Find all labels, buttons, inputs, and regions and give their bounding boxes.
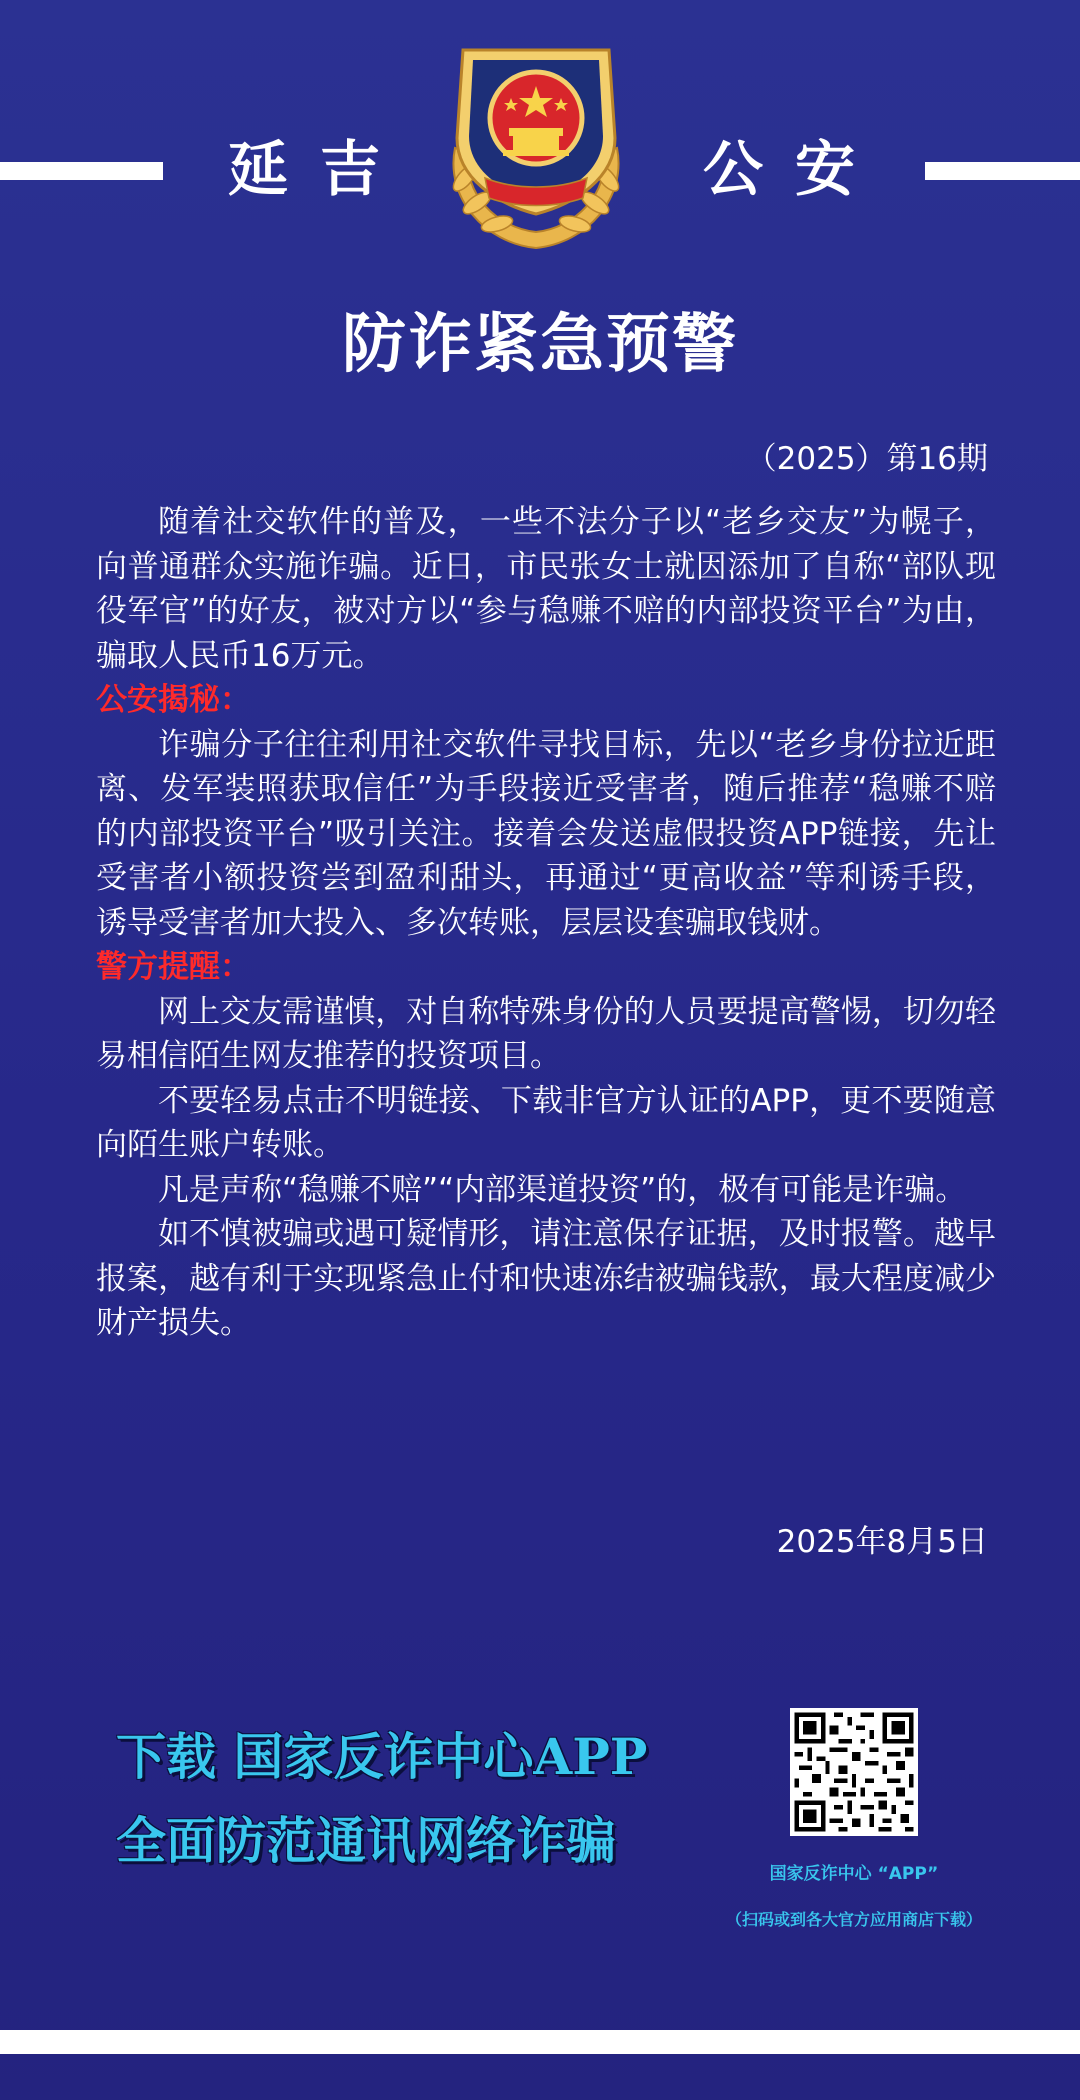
tip-item: 网上交友需谨慎，对自称特殊身份的人员要提高警惕，切勿轻易相信陌生网友推荐的投资项目。 xyxy=(96,993,996,1074)
notice-title: 防诈紧急预警 xyxy=(342,308,738,382)
header-city: 延吉 xyxy=(228,135,412,205)
tip-item: 凡是声称“稳赚不赔”“内部渠道投资”的，极有可能是诈骗。 xyxy=(158,1171,967,1208)
tip-item: 如不慎被骗或遇可疑情形，请注意保存证据，及时报警。越早报案，越有利于实现紧急止付和快速冻结被骗钱款，最大程度减少财产损失。 xyxy=(96,1216,996,1341)
qr-code-icon[interactable] xyxy=(790,1708,918,1836)
police-emblem-icon xyxy=(425,28,647,253)
tip-item: 不要轻易点击不明链接、下载非官方认证的APP，更不要随意向陌生账户转账。 xyxy=(96,1082,996,1163)
bottom-rule xyxy=(0,2030,1080,2054)
tips-heading: 警方提醒： xyxy=(96,949,251,985)
issue-number: （2025）第16期 xyxy=(745,441,988,477)
header-right-rule xyxy=(925,162,1080,180)
notice-date: 2025年8月5日 xyxy=(776,1524,988,1560)
notice-body xyxy=(96,500,996,1346)
intro-paragraph: 随着社交软件的普及，一些不法分子以“老乡交友”为幌子，向普通群众实施诈骗。近日，市民张女士就因添加了自称“部队现役军官”的好友，被对方以“参与稳赚不赔的内部投资平台”为由，骗取人民币16万元。 xyxy=(96,504,996,674)
reveal-paragraph: 诈骗分子往往利用社交软件寻找目标，先以“老乡身份拉近距离、发军装照获取信任”为手段接近受害者，随后推荐“稳赚不赔的内部投资平台”吸引关注。接着会发送虚假投资APP链接，先让受害者小额投资尝到盈利甜头，再通过“更高收益”等利诱手段，诱导受害者加大投入、多次转账，层层设套骗取钱财。 xyxy=(96,726,996,941)
promo-line-prevent: 全面防范通讯网络诈骗 xyxy=(116,1811,616,1870)
header-left-rule xyxy=(0,162,163,180)
promo-line-download: 下载 国家反诈中心APP xyxy=(116,1727,648,1786)
qr-caption: 国家反诈中心 “APP” xyxy=(769,1864,939,1884)
qr-download-hint: （扫码或到各大官方应用商店下载） xyxy=(725,1910,982,1929)
reveal-heading: 公安揭秘： xyxy=(96,682,251,718)
header-bureau: 公安 xyxy=(703,135,887,205)
